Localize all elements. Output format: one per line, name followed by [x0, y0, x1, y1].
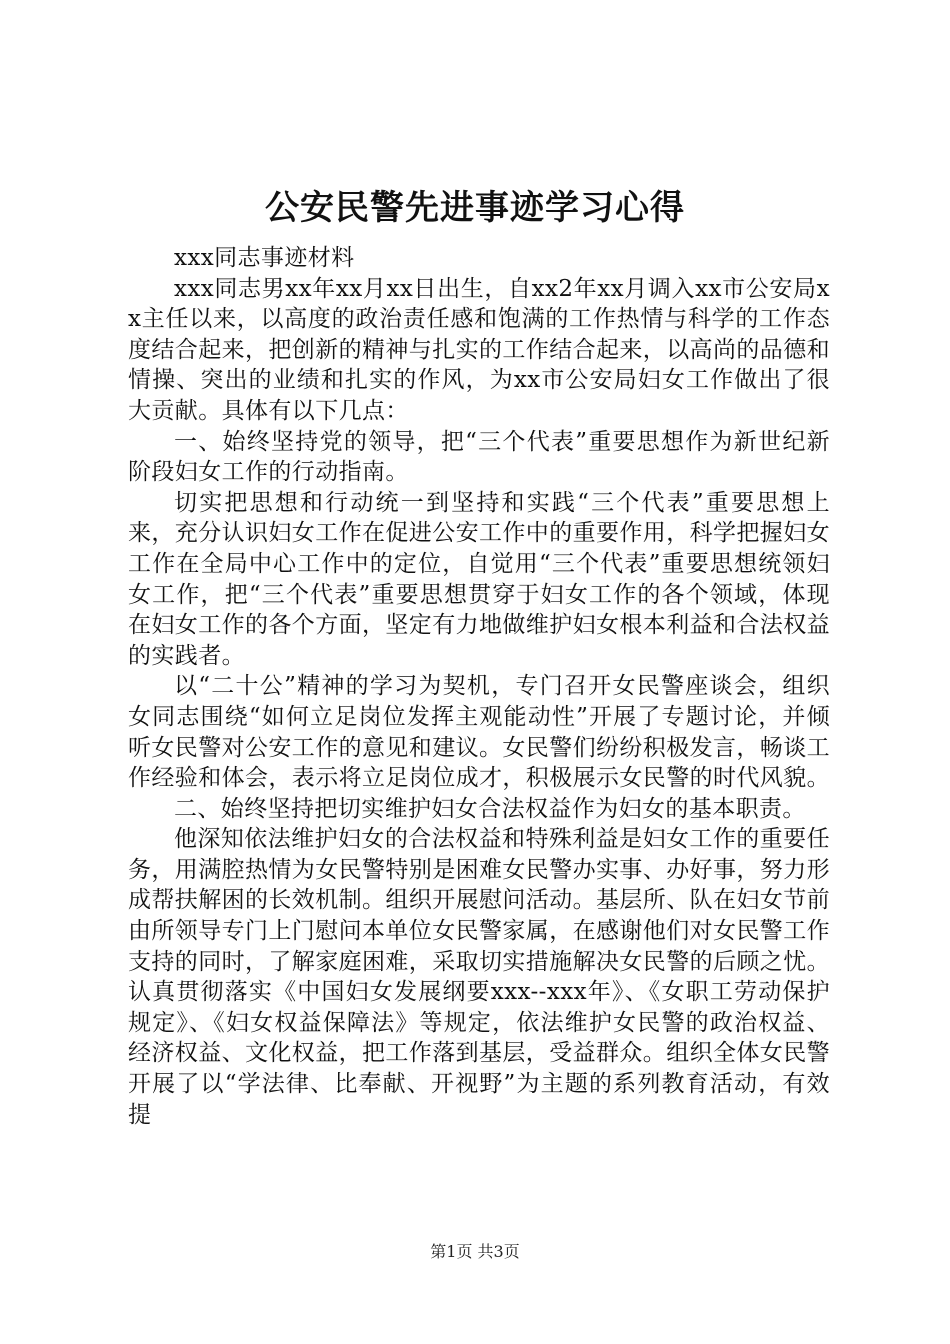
paragraph-intro: xxx同志男xx年xx月xx日出生，自xx2年xx月调入xx市公安局xx主任以来，以高度的政治责任感和饱满的工作热情与科学的工作态度结合起来，把创新的精神与扎实的工作结合起来，以高尚的品德和情操、突出的业绩和扎实的作风，为xx市公安局妇女工作做出了很大贡献。具体有以下几点： — [128, 275, 830, 424]
paragraph-section-one-heading: 一、始终坚持党的领导，把“三个代表”重要思想作为新世纪新阶段妇女工作的行动指南。 — [128, 428, 830, 486]
paragraph-section-two-heading: 二、始终坚持把切实维护妇女合法权益作为妇女的基本职责。 — [174, 795, 806, 822]
document-title: 公安民警先进事迹学习心得 — [265, 188, 685, 228]
paragraph-material-heading: xxx同志事迹材料 — [174, 245, 355, 271]
paragraph-section-one-body: 切实把思想和行动统一到坚持和实践“三个代表”重要思想上来，充分认识妇女工作在促进公安工作中的重要作用，科学把握妇女工作在全局中心工作中的定位，自觉用“三个代表”重要思想统领妇女工作，把“三个代表”重要思想贯穿于妇女工作的各个领域，体现在妇女工作的各个方面，坚定有力地做维护妇女根本利益和合法权益的实践者。 — [128, 489, 830, 669]
page-footer: 第1页 共3页 — [430, 1242, 520, 1261]
document-body — [128, 243, 830, 1130]
paragraph-symposium: 以“二十公”精神的学习为契机，专门召开女民警座谈会，组织女同志围绕“如何立足岗位发挥主观能动性”开展了专题讨论，并倾听女民警对公安工作的意见和建议。女民警们纷纷积极发言，畅谈工作经验和体会，表示将立足岗位成才，积极展示女民警的时代风貌。 — [128, 673, 830, 792]
paragraph-section-two-body: 他深知依法维护妇女的合法权益和特殊利益是妇女工作的重要任务，用满腔热情为女民警特别是困难女民警办实事、办好事，努力形成帮扶解困的长效机制。组织开展慰问活动。基层所、队在妇女节前由所领导专门上门慰问本单位女民警家属，在感谢他们对女民警工作支持的同时，了解家庭困难，采取切实措施解决女民警的后顾之忧。认真贯彻落实《中国妇女发展纲要xxx--xxx年》、《女职工劳动保护规定》、《妇女权益保障法》等规定，依法维护女民警的政治权益、经济权益、文化权益，把工作落到基层，受益群众。组织全体女民警开展了以“学法律、比奉献、开视野”为主题的系列教育活动，有效提 — [128, 826, 830, 1128]
